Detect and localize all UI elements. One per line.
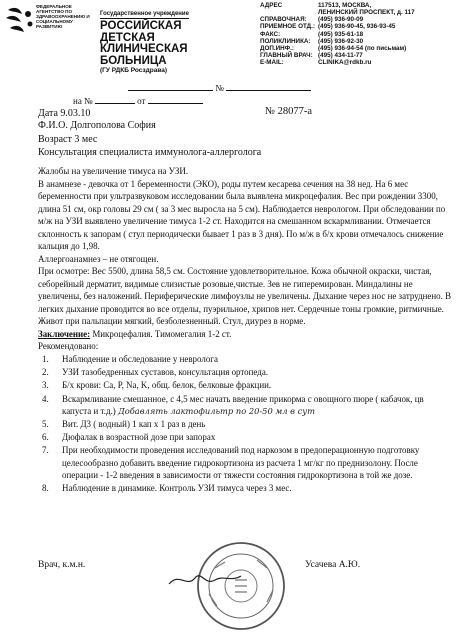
- institution-name-line: ДЕТСКАЯ: [100, 31, 155, 44]
- date: Дата 9.03.10: [38, 108, 91, 119]
- signature: [165, 568, 245, 590]
- na-label: на №: [73, 96, 93, 106]
- institution-name-line: КЛИНИЧЕСКАЯ: [100, 43, 188, 55]
- outgoing-number-field: [128, 82, 311, 93]
- registration-number: № 28077-а: [265, 106, 313, 117]
- list-item: 8. Наблюдение в динамике. Контроль УЗИ тимуса через 3 мес.: [42, 482, 292, 493]
- list-item: 6. Дюфалак в возрастной дозе при запорах: [42, 432, 216, 443]
- recommendations-label: Рекомендовано:: [38, 341, 99, 351]
- examination: При осмотре: Вес 5500, длина 58,5 см. Состояние удовлетворительное. Кожа обычной окраски, чистая, себорейный дерматит, видимые слизистые розовые,чистые. Зев не гиперемирован. Миндалины не увеличены, без наложений. Периферические лимфоузлы не увеличены. Дыхание через нос не затруднено. В легких дыхание проводится во все отделы, пуэрильное, хрипов нет. Сердечные тоны громкие, ритмичные. Живот при пальпации мягкий, безболезненный. Стул, диурез в норме.: [38, 266, 452, 326]
- conclusion: [38, 328, 454, 341]
- patient-age: Возраст 3 мес: [38, 134, 98, 145]
- reference-number-field: [73, 95, 203, 106]
- contacts-block: [260, 2, 460, 66]
- list-item: 3. Б/х крови: Са, Р, Na, K, общ. белок, белковые фракции.: [42, 380, 272, 391]
- institution-name: [100, 21, 260, 67]
- institution-name-line: РОССИЙСКАЯ: [100, 20, 182, 32]
- contact-row: ДОП.ИНФ.: (495) 936-94-54 (по письмам): [260, 44, 407, 52]
- institution-block: [100, 2, 260, 75]
- conclusion-text: Микроцефалия. Тимомегалия 1-2 ст.: [90, 328, 232, 339]
- list-item: 5. Вит. Д3 ( водный) 1 кап х 1 раз в день: [42, 418, 206, 429]
- number-label: №: [215, 83, 224, 93]
- list-item: 2. УЗИ тазобедренных суставов, консультация ортопеда.: [42, 366, 269, 377]
- contact-row: ПОЛИКЛИНИКА: (495) 936-92-30: [260, 37, 364, 45]
- institution-type: Государственное учреждение: [100, 11, 189, 17]
- contact-row: ГЛАВНЫЙ ВРАЧ: (495) 434-11-77: [260, 52, 363, 60]
- contact-row: АДРЕС 117513, МОСКВА,: [260, 2, 372, 9]
- doctor-name: Усачева А.Ю.: [305, 560, 361, 570]
- institution-abbr: (ГУ РДКБ Росздрава): [100, 67, 168, 74]
- conclusion-label: Заключение:: [38, 328, 91, 339]
- contact-row: ФАКС: (495) 935-61-18: [260, 30, 364, 38]
- organization-logo-icon: [4, 4, 36, 36]
- consultation-title: Консультация специалиста иммунолога-аллерголога: [38, 147, 262, 158]
- ot-label: от: [137, 96, 146, 106]
- contact-row: СПРАВОЧНАЯ: (495) 936-90-09: [260, 16, 364, 24]
- complaints: Жалобы на увеличение тимуса на УЗИ.: [38, 166, 189, 176]
- document-body: [38, 165, 454, 495]
- institution-name-line: БОЛЬНИЦА: [100, 54, 167, 67]
- logo-caption: ФЕДЕРАЛЬНОЕ АГЕНТСТВО ПО ЗДРАВООХРАНЕНИЮ И СОЦИАЛЬНОМУ РАЗВИТИЮ: [36, 4, 90, 30]
- contact-row: ПРИЕМНОЕ ОТД.: (495) 936-90-45, 936-93-45: [260, 23, 396, 31]
- doctor-title: Врач, к.м.н.: [38, 560, 86, 570]
- allergy-history: Аллергоанамнез – не отягощен.: [38, 253, 159, 264]
- list-item: 4. Вскармливание смешанное, с 4,5 мес начать введение прикорма с овощного пюре ( кабачок, цв капуста и т.д.) Добавлять лактофильтр по 20-50 мл в сут: [42, 393, 424, 417]
- list-item: 7. При необходимости проведения исследований под наркозом в предоперационную подготовку целесообразно добавить введение гидрокортизона из расчета 1 мг/кг по преднизолону. После операции - 1-2 введения в зависимости от тяжести состояния гидрокортизона в той же дозе.: [42, 445, 420, 481]
- contact-row: E-MAIL: CLINIKA@rdkb.ru: [260, 59, 372, 67]
- contact-row: ЛЕНИНСКИЙ ПРОСПЕКТ, д. 117: [318, 9, 415, 17]
- anamnesis: В анамнезе - девочка от 1 беременности (ЭКО), роды путем кесарева сечения на 38 нед. На 6 мес беременности при ультразвуковом исследовании была выявлена микроцефалия. Вес при рождении 3300, длина 51 см, окр головы 29 см ( за 3 мес выросла на 5 см). Наблюдается неврологом. При обследовании по м/ж на УЗИ выявлено увеличение тимуса 1-2 ст. Находится на смешанном вскармливании. Отмечается склонность к запорам ( стул периодически бывает 1 раз в 3 дня). По м/ж в б/х крови отмечалось снижение кальция до 1,98.: [38, 178, 446, 251]
- list-item: 1. Наблюдение и обследование у невролога: [42, 353, 218, 364]
- recommendations-list: [38, 353, 454, 496]
- handwritten-note: Добавлять лактофильтр по 20-50 мл в сут: [117, 406, 315, 417]
- patient-name: Ф.И.О. Долгополова София: [38, 120, 156, 131]
